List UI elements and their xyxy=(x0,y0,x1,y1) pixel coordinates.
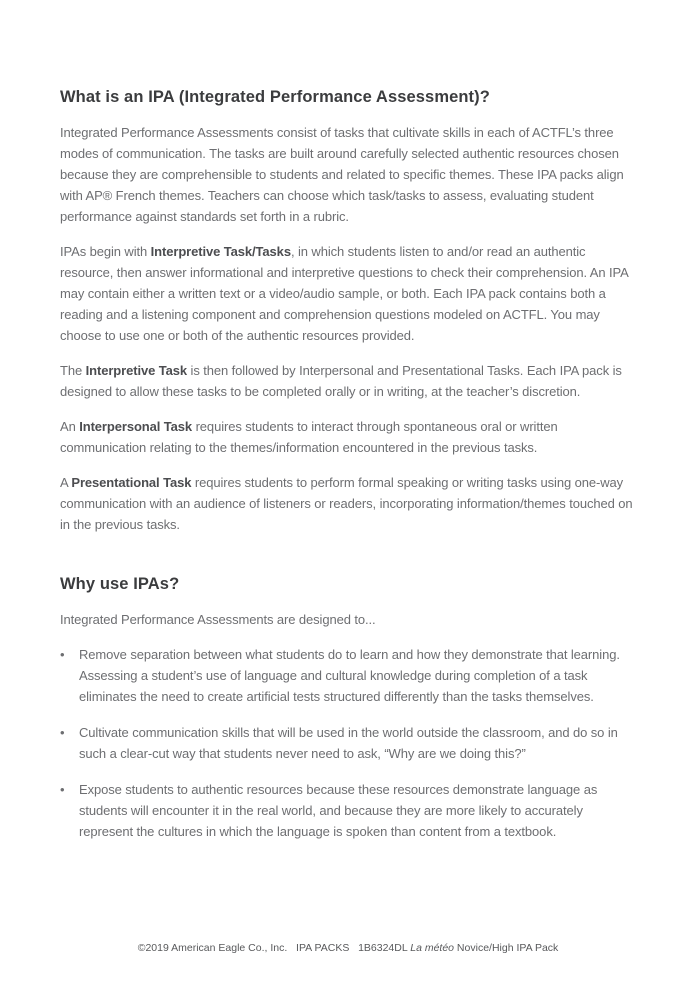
section-heading-why-use-ipas: Why use IPAs? xyxy=(60,575,180,593)
bullet-item xyxy=(60,644,636,707)
bullet-item xyxy=(60,722,636,764)
section-why-use-ipas xyxy=(60,575,636,842)
paragraph-presentational-task: A Presentational Task requires students to perform formal speaking or writing tasks using one-way communication with an audience of listeners or readers, incorporating information/themes touched on in the previous tasks. xyxy=(60,475,633,532)
section-heading-what-is-ipa: What is an IPA (Integrated Performance Assessment)? xyxy=(60,88,490,106)
bullet-text-expose-authentic-resources: Expose students to authentic resources because these resources demonstrate language as students will encounter it in the real world, and because they are more likely to accurately represent the cultures in which the language is spoken than content from a textbook. xyxy=(79,782,598,839)
paragraph-interpretive-task: IPAs begin with Interpretive Task/Tasks, in which students listen to and/or read an authentic resource, then answer informational and interpretive questions to check their comprehension. An IPA may contain either a written text or a video/audio sample, or both. Each IPA pack contains both a reading and a listening component and comprehension questions modeled on ACTFL. You may choose to use one or both of the authentic resources provided. xyxy=(60,244,628,343)
section-what-is-ipa xyxy=(60,88,636,535)
bullet-marker: • xyxy=(60,647,65,662)
bullet-list xyxy=(60,644,636,842)
paragraph-interpersonal-task: An Interpersonal Task requires students to interact through spontaneous oral or written communication relating to the themes/information encountered in the previous tasks. xyxy=(60,419,558,455)
bullet-text-cultivate-communication: Cultivate communication skills that will be used in the world outside the classroom, and do so in such a clear-cut way that students never need to ask, “Why are we doing this?” xyxy=(79,725,618,761)
bullet-marker: • xyxy=(60,725,65,740)
paragraph-ipa-overview: Integrated Performance Assessments consist of tasks that cultivate skills in each of ACTFL’s three modes of communication. The tasks are built around carefully selected authentic resources chosen because they are comprehensible to students and related to specific themes. These IPA packs align with AP® French themes. Teachers can choose which task/tasks to assess, evaluating student performance against standards set forth in a rubric. xyxy=(60,125,624,224)
bullet-item xyxy=(60,779,636,842)
paragraph-task-sequence: The Interpretive Task is then followed by Interpersonal and Presentational Tasks. Each IPA pack is designed to allow these tasks to be completed orally or in writing, at the teacher’s discretion. xyxy=(60,363,622,399)
paragraph-why-intro: Integrated Performance Assessments are designed to... xyxy=(60,612,376,627)
page-footer-copyright: ©2019 American Eagle Co., Inc. IPA PACKS 1B6324DL La météo Novice/High IPA Pack xyxy=(137,942,559,954)
bullet-marker: • xyxy=(60,782,65,797)
bullet-text-remove-separation: Remove separation between what students do to learn and how they demonstrate that learning. Assessing a student’s use of language and cultural knowledge during completion of a task eliminates the need to create artificial tests structured differently than the tasks themselves. xyxy=(79,647,620,704)
